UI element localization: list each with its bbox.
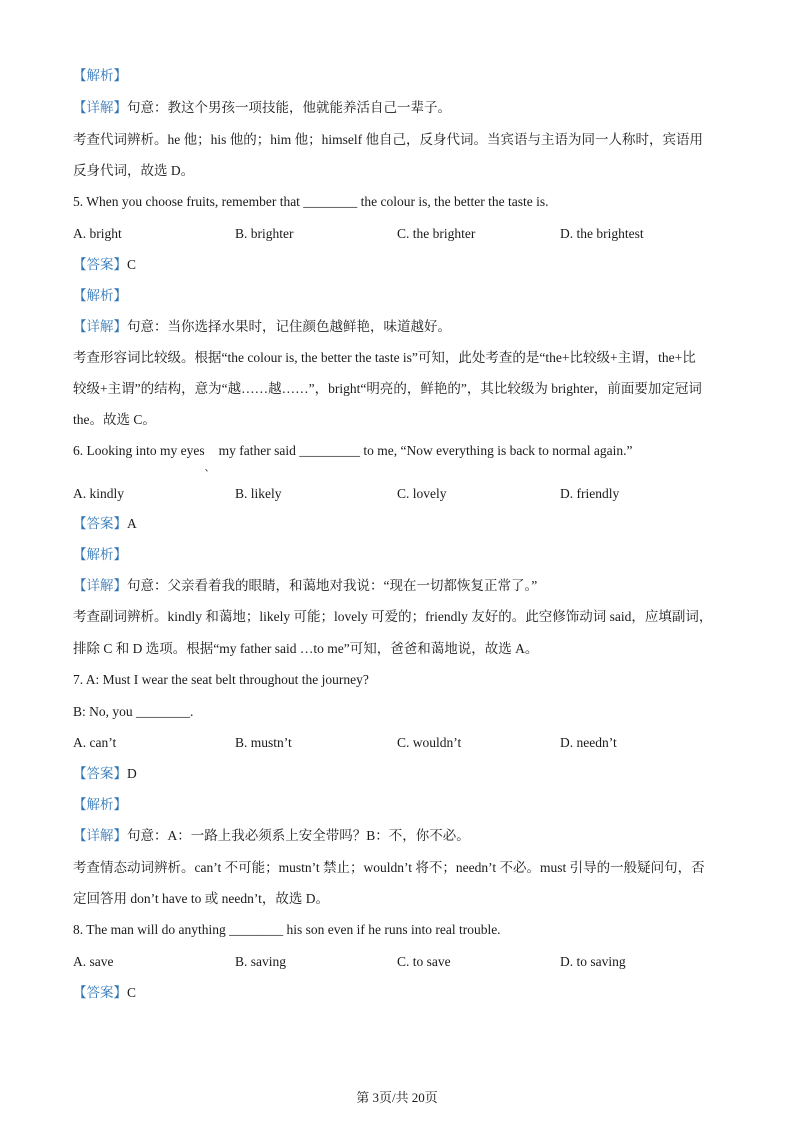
detail-explanation: 【详解】句意：当你选择水果时，记住颜色越鲜艳，味道越好。 (73, 319, 451, 334)
question-6-option-b: B. likely (235, 486, 282, 501)
analysis-heading: 【解析】 (73, 288, 127, 303)
detail-explanation: 【详解】句意：教这个男孩一项技能，他就能养活自己一辈子。 (73, 100, 451, 115)
question-7-option-a: A. can’t (73, 735, 117, 750)
explanation-line: 定回答用 don’t have to 或 needn’t，故选 D。 (73, 891, 329, 906)
explanation-line: 考查副词辨析。kindly 和蔼地；likely 可能；lovely 可爱的；friendly 友好的。此空修饰动词 said，应填副词， (73, 609, 713, 624)
question-6-option-a: A. kindly (73, 486, 125, 501)
detail-explanation: 【详解】句意：A：一路上我必须系上安全带吗？B：不，你不必。 (73, 828, 470, 843)
question-7-stem: 7. A: Must I wear the seat belt throughout the journey? (73, 672, 369, 687)
answer-7: 【答案】D (73, 766, 137, 781)
analysis-heading: 【解析】 (73, 68, 127, 83)
question-6-stem: 6. Looking into my eyes 、 my father said _________ to me, “Now everything is back to normal again.” (73, 443, 633, 474)
answer-6: 【答案】A (73, 516, 137, 531)
question-7-option-b: B. mustn’t (235, 735, 292, 750)
explanation-line: 排除 C 和 D 选项。根据“my father said …to me”可知，爸爸和蔼地说，故选 A。 (73, 641, 539, 656)
detail-explanation: 【详解】句意：父亲看着我的眼睛，和蔼地对我说：“现在一切都恢复正常了。” (73, 578, 538, 593)
question-7-option-c: C. wouldn’t (397, 735, 462, 750)
answer-5: 【答案】C (73, 257, 137, 272)
question-5-option-a: A. bright (73, 226, 122, 241)
question-8-option-b: B. saving (235, 954, 287, 969)
explanation-line: 考查形容词比较级。根据“the colour is, the better the taste is”可知，此处考查的是“the+比较级+主谓，the+比 (73, 350, 696, 365)
question-7-option-d: D. needn’t (560, 735, 617, 750)
explanation-line: the。故选 C。 (73, 412, 156, 427)
explanation-line: 较级+主谓”的结构，意为“越……越……”，bright“明亮的，鲜艳的”，其比较级为 brighter，前面要加定冠词 (73, 381, 702, 396)
answer-8: 【答案】C (73, 985, 137, 1000)
explanation-line: 考查情态动词辨析。can’t 不可能；mustn’t 禁止；wouldn’t 将不；needn’t 不必。must 引导的一般疑问句，否 (73, 860, 705, 875)
question-5-option-c: C. the brighter (397, 226, 476, 241)
question-5-stem: 5. When you choose fruits, remember that ________ the colour is, the better the taste is. (73, 194, 549, 209)
question-7-stem-b: B: No, you ________. (73, 704, 194, 719)
explanation-line: 反身代词，故选 D。 (73, 163, 195, 178)
question-8-option-d: D. to saving (560, 954, 626, 969)
analysis-heading: 【解析】 (73, 797, 127, 812)
question-5-option-d: D. the brightest (560, 226, 644, 241)
question-5-option-b: B. brighter (235, 226, 294, 241)
page-number: 第 3页/共 20页 (356, 1090, 438, 1105)
question-8-option-c: C. to save (397, 954, 451, 969)
question-8-option-a: A. save (73, 954, 114, 969)
explanation-line: 考查代词辨析。he 他；his 他的；him 他；himself 他自己，反身代词。当宾语与主语为同一人称时，宾语用 (73, 132, 703, 147)
question-6-option-d: D. friendly (560, 486, 620, 501)
question-6-option-c: C. lovely (397, 486, 447, 501)
analysis-heading: 【解析】 (73, 547, 127, 562)
question-8-stem: 8. The man will do anything ________ his son even if he runs into real trouble. (73, 922, 501, 937)
